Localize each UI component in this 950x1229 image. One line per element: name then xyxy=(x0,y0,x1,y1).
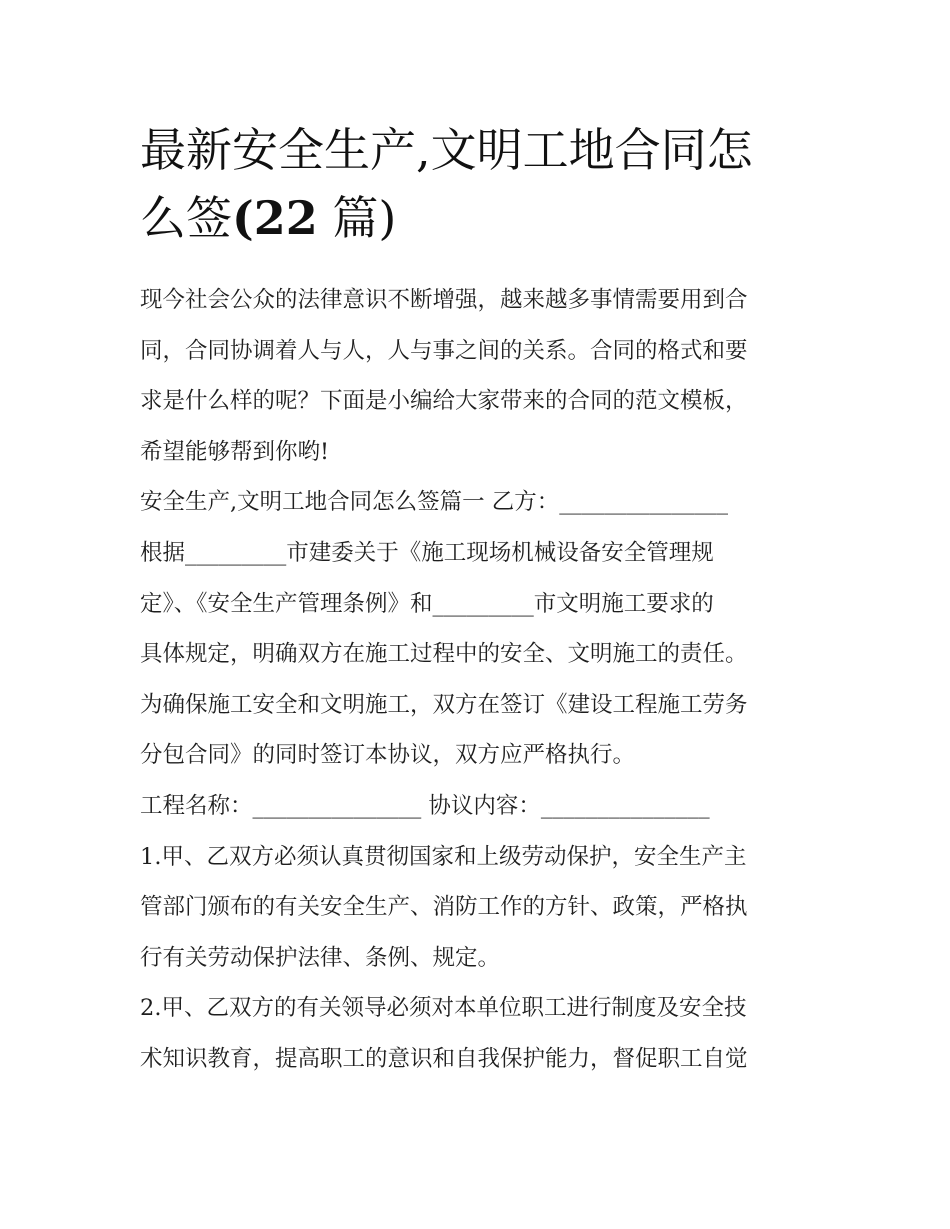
clause-line: 行有关劳动保护法律、条例、规定。 xyxy=(140,944,501,971)
basis-line: 为确保施工安全和文明施工，双方在签订《建设工程施工劳务 xyxy=(140,691,748,718)
section-heading-paragraph xyxy=(140,477,820,528)
project-info-paragraph xyxy=(140,781,820,832)
basis-paragraph xyxy=(140,528,820,781)
clause-line: 管部门颁布的有关安全生产、消防工作的方针、政策，严格执 xyxy=(140,894,748,921)
basis-line: 根据_________市建委关于《施工现场机械设备安全管理规 xyxy=(140,539,714,566)
clause-1-paragraph xyxy=(140,832,820,984)
clause-2-paragraph xyxy=(140,983,820,1084)
title-line-2: 么签(22 篇) xyxy=(140,191,397,245)
basis-line: 分包合同》的同时签订本协议，双方应严格执行。 xyxy=(140,742,636,769)
intro-line: 求是什么样的呢？下面是小编给大家带来的合同的范文模板， xyxy=(140,388,748,415)
document-title xyxy=(140,116,820,252)
basis-line: 定》、《安全生产管理条例》和_________市文明施工要求的 xyxy=(140,590,714,617)
title-count: (22 xyxy=(232,191,318,245)
clause-line: 1.甲、乙双方必须认真贯彻国家和上级劳动保护，安全生产主 xyxy=(140,843,747,870)
intro-line: 希望能够帮到你哟! xyxy=(140,438,330,465)
basis-line: 具体规定，明确双方在施工过程中的安全、文明施工的责任。 xyxy=(140,641,748,668)
intro-line: 同，合同协调着人与人，人与事之间的关系。合同的格式和要 xyxy=(140,337,748,364)
intro-paragraph xyxy=(140,275,820,477)
intro-line: 现今社会公众的法律意识不断增强，越来越多事情需要用到合 xyxy=(140,287,748,313)
clause-line: 2.甲、乙双方的有关领导必须对本单位职工进行制度及安全技 xyxy=(140,995,747,1022)
project-info-line: 工程名称：_______________ 协议内容：_______________ xyxy=(140,792,710,819)
clause-line: 术知识教育，提高职工的意识和自我保护能力，督促职工自觉 xyxy=(140,1045,748,1072)
section-heading-line: 安全生产,文明工地合同怎么签篇一 乙方：_______________ xyxy=(140,489,729,516)
title-line-1: 最新安全生产,文明工地合同怎 xyxy=(140,123,753,177)
document-body xyxy=(140,275,820,1085)
